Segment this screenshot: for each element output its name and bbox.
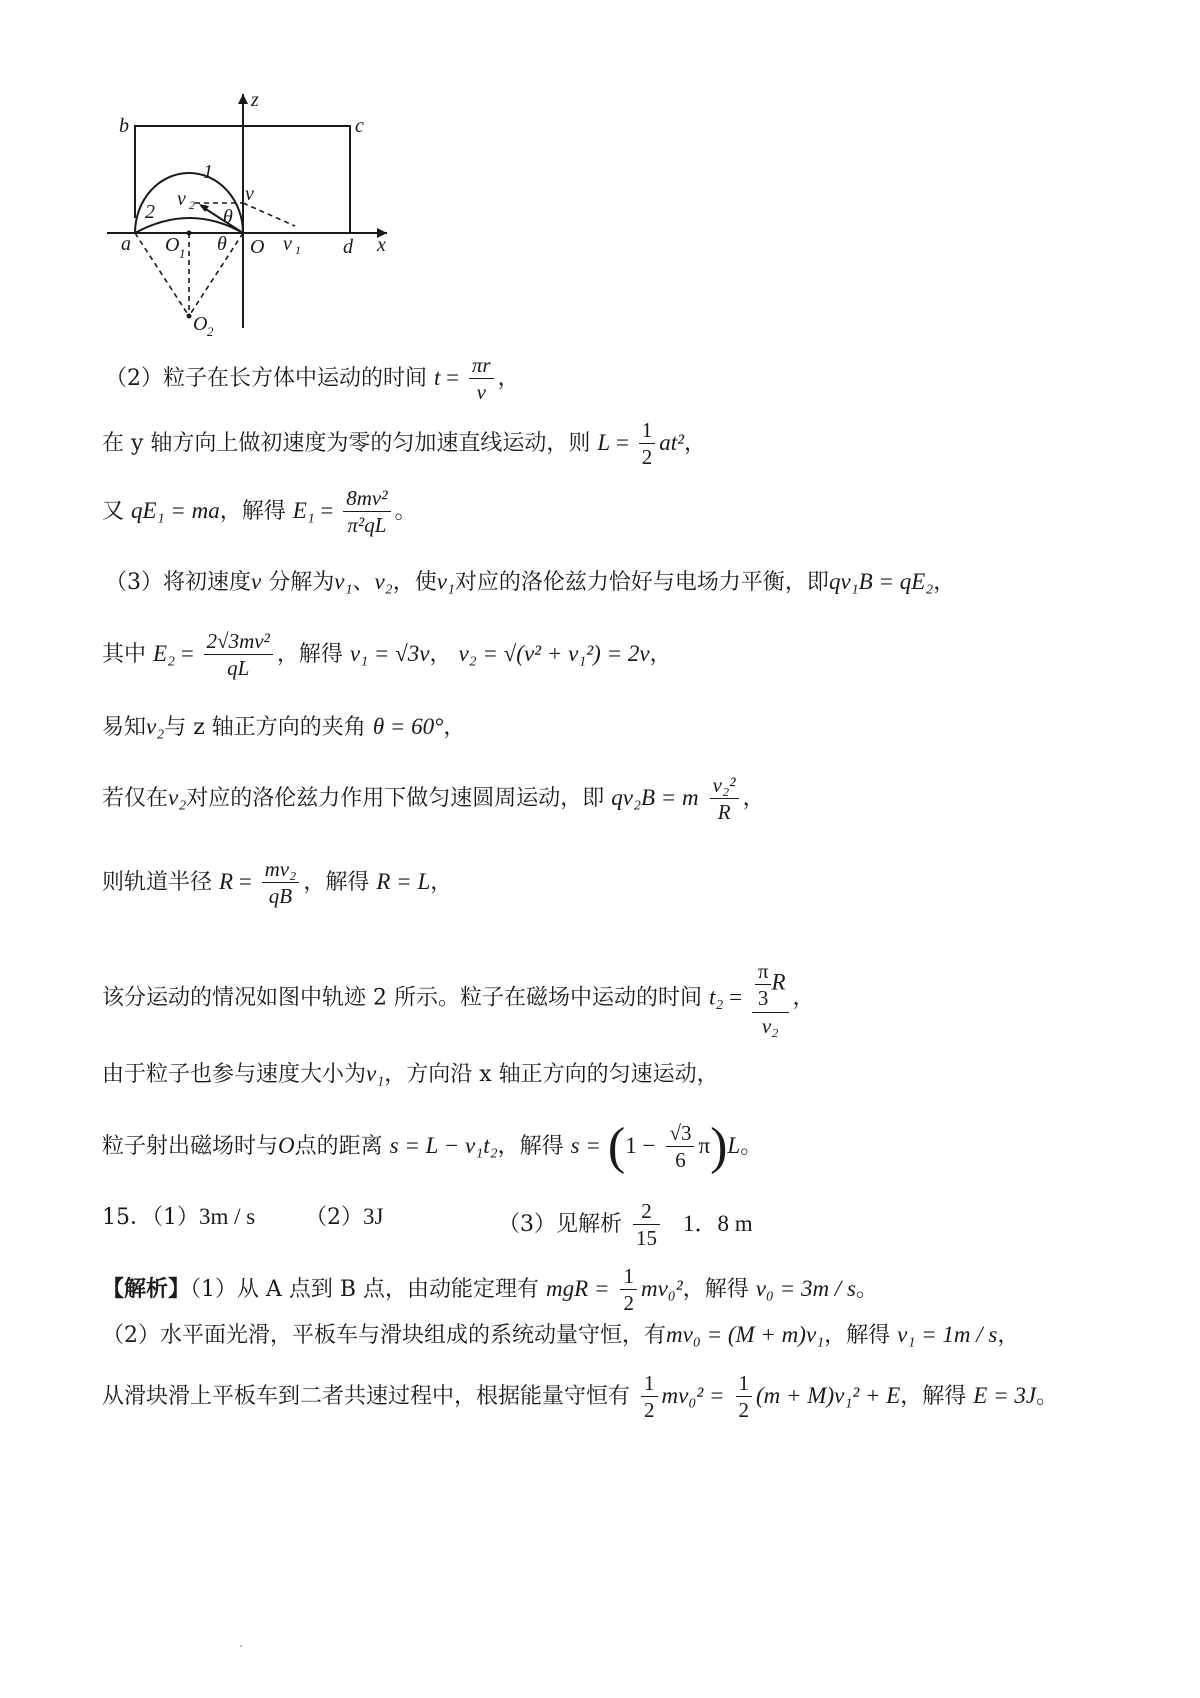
fraction: $\frac{\pi}{3}$ R v₂ [752,958,789,1039]
fraction: $\frac{1}{2}$ [736,1370,753,1424]
fraction: $\frac{\text{mv₂}}{qB}$ [262,856,300,910]
q15-solution-2: （2）水平面光滑，平板车与滑块组成的系统动量守恒，有mv₀ = (M + m)v₁，解得 v₁ = 1m / s， [102,1322,1020,1348]
o2-dot [187,314,192,319]
label-b: b [119,115,129,137]
label-O: O [250,236,265,258]
part3-line5: 则轨道半径 R = $\frac{\text{mv₂}}{qB}$ ，解得 R = L， [102,857,453,909]
page-dot [240,1645,242,1647]
label-d: d [343,236,353,258]
part3-line1: （3）将初速度v 分解为v₁、v₂，使v₁对应的洛伦兹力恰好与电场力平衡，即qv₁B = qE₂， [105,569,956,595]
part2-line1: （2）粒子在长方体中运动的时间 t = $\frac{\pi r}{v}$ ， [105,353,520,405]
q15-answer-3: （3）见解析 $\frac{2}{15}$ 1．8 m [498,1199,753,1251]
fraction: $\frac{\text{v₂²}}{R}$ [710,772,739,826]
label-track-1: 1 [203,161,213,183]
z-axis-arrow [238,94,248,104]
label-v: v [245,183,254,205]
fraction: $\frac{1}{2}$ [639,417,656,471]
fraction: $\frac{1}{2}$ [641,1370,658,1424]
q15-answers: 15．（1）3m / s [102,1204,256,1230]
label-v1-sub: 1 [295,243,301,257]
label-theta: θ [223,206,233,228]
part3-line6: 该分运动的情况如图中轨迹 2 所示。粒子在磁场中运动的时间 t₂ = $\frac{\pi}{3}$ R v₂ ， [102,959,815,1038]
fraction: $\frac{\pi r}{v}$ [469,352,494,406]
motion-diagram [105,88,405,338]
q15-solution-3: 从滑块滑上平板车到二者共速过程中，根据能量守恒有 $\frac{1}{2}$ mv₀² = $\frac{1}{2}$ (m + M)v₁² + E，解得 E = 3J。 [102,1371,1059,1423]
fraction: $\frac{√3}{6}$ [666,1120,694,1174]
part3-line3: 易知v₂与 z 轴正方向的夹角 θ = 60°， [102,714,466,740]
o-o2-dashed [189,233,243,316]
q15-solution-1: 【解析】（1）从 A 点到 B 点，由动能定理有 mgR = $\frac{1}{2}$ mv₀²，解得 v₀ = 3m / s。 [102,1264,878,1316]
label-track-2: 2 [145,201,155,223]
fraction: $\frac{1}{2}$ [620,1263,637,1317]
label-x: x [377,234,386,256]
o1-dot [187,231,192,236]
label-v2-sub: 2 [189,198,195,212]
label-theta-2: θ [217,233,227,255]
fraction: $\frac{\text{2√3mv²}}{qL}$ [204,628,273,682]
part2-line2: 在 y 轴方向上做初速度为零的匀加速直线运动，则 L = $\frac{1}{2}$ at²， [102,418,707,470]
label-O2-sub: 2 [207,324,214,338]
part2-line3: 又 qE₁ = ma，解得 E₁ = $\frac{\text{8mv²}}{\text{π²qL}}$ 。 [102,486,417,538]
label-a: a [121,233,131,255]
label-v1: v [283,233,292,255]
fraction: $\frac{\text{8mv²}}{\text{π²qL}}$ [343,485,390,539]
label-O2: O [193,313,208,335]
part3-line8: 粒子射出磁场时与O点的距离 s = L − v₁t₂，解得 s = (1 − $\frac{√3}{6}$ π)L。 [102,1117,763,1175]
part3-line7: 由于粒子也参与速度大小为v₁，方向沿 x 轴正方向的匀速运动， [102,1061,719,1087]
label-O1-sub: 1 [179,246,186,261]
v1-dashed [243,203,295,226]
label-c: c [355,115,364,137]
label-v2: v [177,188,186,210]
part3-line2: 其中 E₂ = $\frac{\text{2√3mv²}}{qL}$ ，解得 v₁ = √3v， v₂ = √(v² + v₁²) = 2v， [102,629,672,681]
part3-line4: 若仅在v₂对应的洛伦兹力作用下做匀速圆周运动，即 qv₂B = m $\frac{\text{v₂²}}{R}$ ， [102,773,765,825]
q15-answer-2: （2）3J [305,1204,384,1230]
label-z: z [251,89,259,111]
label-O1: O [165,234,180,256]
fraction: $\frac{2}{15}$ [633,1198,660,1252]
